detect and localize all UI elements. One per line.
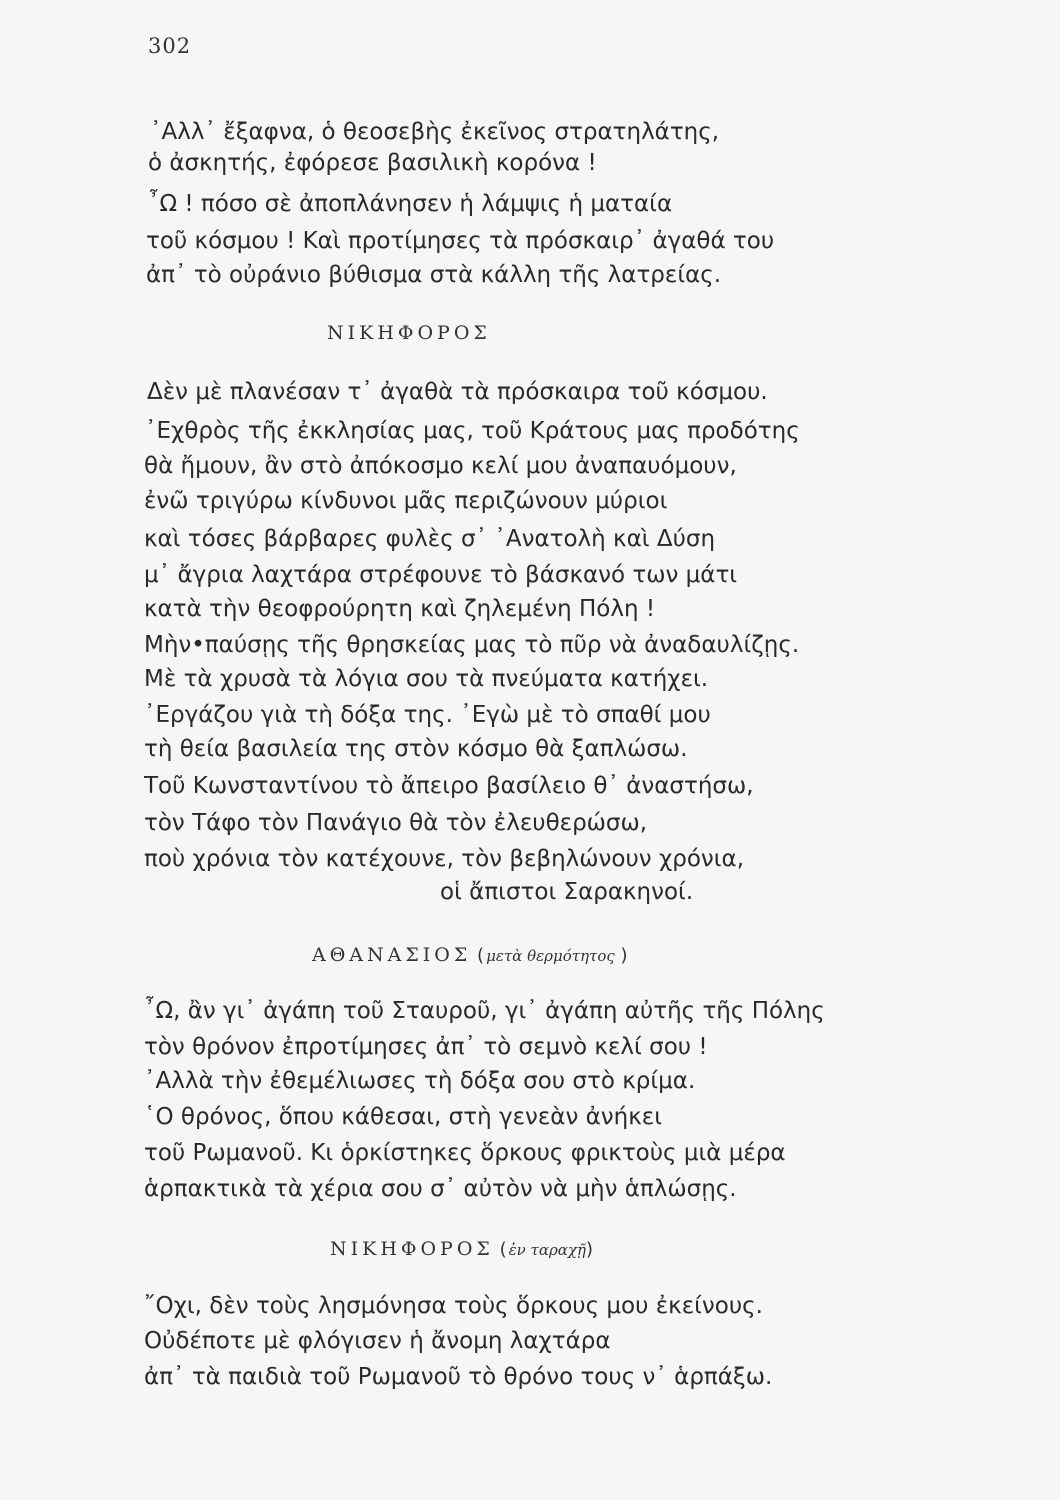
verse-line: ᾿Εχθρὸς τῆς ἐκκλησίας μας, τοῦ Κράτους μας προδότης [145,418,800,444]
speaker-name: ΝΙΚΗΦΟΡΟΣ [327,322,491,344]
verse-line: τὴ θεία βασιλεία της στὸν κόσμο θὰ ξαπλώσω. [144,736,688,762]
verse-line: ῎Οχι, δὲν τοὺς λησμόνησα τοὺς ὅρκους μου ἐκείνους. [144,1293,763,1319]
verse-line: ῏Ω ! πόσο σὲ ἀποπλάνησεν ἡ λάμψις ἡ ματαία [148,191,673,217]
speaker-name: ΝΙΚΗΦΟΡΟΣ [330,1238,494,1260]
verse-line: ᾿Αλλὰ τὴν ἐθεμέλιωσες τὴ δόξα σου στὸ κρίμα. [144,1068,696,1094]
stage-direction-close: ) [585,1239,594,1260]
speaker-heading [327,320,491,346]
verse-line: καὶ τόσες βάρβαρες φυλὲς σ᾿ ᾿Ανατολὴ καὶ Δύση [144,526,716,552]
verse-line: Μὲ τὰ χρυσὰ τὰ λόγια σου τὰ πνεύματα κατήχει. [144,666,709,692]
verse-line: Δὲν μὲ πλανέσαν τ᾿ ἀγαθὰ τὰ πρόσκαιρα τοῦ κόσμου. [147,379,768,405]
speaker-heading [312,942,628,969]
verse-line: ᾿Εργάζου γιὰ τὴ δόξα της. ᾿Εγὼ μὲ τὸ σπαθί μου [144,702,711,728]
verse-line: ἐνῶ τριγύρω κίνδυνοι μᾶς περιζώνουν μύριοι [144,488,668,514]
stage-direction: μετὰ θερμότητος [486,947,615,965]
verse-line: Τοῦ Κωνσταντίνου τὸ ἄπειρο βασίλειο θ᾿ ἀναστήσω, [144,773,754,799]
verse-line: ἀπ᾿ τὸ οὐράνιο βύθισμα στὰ κάλλη τῆς λατρείας. [146,262,722,288]
verse-line: κατὰ τὴν θεοφρούρητη καὶ ζηλεμένη Πόλη ! [144,596,656,622]
verse-line: ἀπ᾿ τὰ παιδιὰ τοῦ Ρωμανοῦ τὸ θρόνο τους ν᾿ ἁρπάξω. [144,1364,773,1390]
verse-line: τὸν θρόνον ἐπροτίμησες ἀπ᾿ τὸ σεμνὸ κελί σου ! [144,1034,708,1060]
page-number: 302 [148,34,192,58]
stage-direction-open: ( [471,945,485,966]
verse-line: τοῦ κόσμου ! Καὶ προτίμησες τὰ πρόσκαιρ᾿ ἀγαθά του [146,228,775,254]
verse-line: ᾿Αλλ᾿ ἔξαφνα, ὁ θεοσεβὴς ἐκεῖνος στρατηλάτης, [150,119,720,145]
verse-line: θὰ ἤμουν, ἂν στὸ ἀπόκοσμο κελί μου ἀναπαυόμουν, [144,453,737,479]
verse-line: Οὐδέποτε μὲ φλόγισεν ἡ ἄνομη λαχτάρα [144,1328,611,1354]
verse-line: ῾Ο θρόνος, ὅπου κάθεσαι, στὴ γενεὰν ἀνήκει [144,1104,662,1130]
verse-line: Μὴν•παύσῃς τῆς θρησκείας μας τὸ πῦρ νὰ ἀναδαυλίζῃς. [144,632,800,658]
verse-line: μ᾿ ἄγρια λαχτάρα στρέφουνε τὸ βάσκανό των μάτι [144,562,738,588]
stage-direction-close: ) [614,945,628,966]
verse-line: ῏Ω, ἂν γι᾿ ἀγάπη τοῦ Σταυροῦ, γι᾿ ἀγάπη αὐτῆς τῆς Πόλης [144,998,825,1024]
speaker-heading [330,1236,593,1263]
stage-direction-open: ( [493,1239,507,1260]
verse-line: ὁ ἀσκητής, ἐφόρεσε βασιλικὴ κορόνα ! [148,150,597,176]
verse-line: τοῦ Ρωμανοῦ. Κι ὁρκίστηκες ὅρκους φρικτοὺς μιὰ μέρα [144,1140,786,1166]
verse-line: ποὺ χρόνια τὸν κατέχουνε, τὸν βεβηλώνουν χρόνια, [144,846,744,872]
verse-line: οἱ ἄπιστοι Σαρακηνοί. [440,879,694,905]
verse-line: ἁρπακτικὰ τὰ χέρια σου σ᾿ αὐτὸν νὰ μὴν ἁπλώσῃς. [144,1176,737,1202]
speaker-name: ΑΘΑΝΑΣΙΟΣ [312,944,472,966]
stage-direction: ἐν ταραχῇ [508,1241,586,1259]
verse-line: τὸν Τάφο τὸν Πανάγιο θὰ τὸν ἐλευθερώσω, [144,810,648,836]
